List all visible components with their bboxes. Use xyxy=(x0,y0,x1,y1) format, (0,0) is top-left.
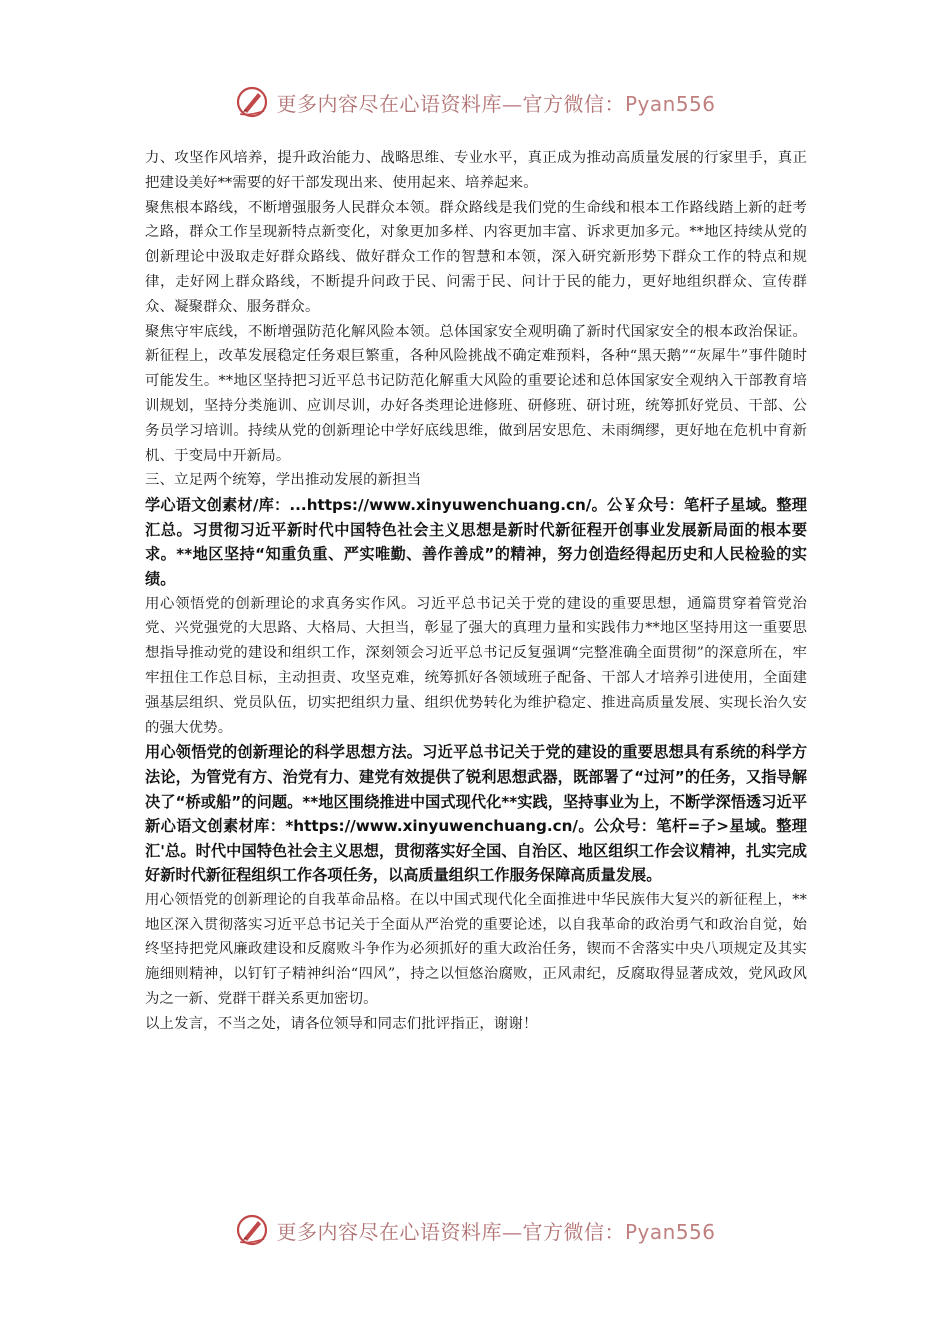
paragraph-self-revolution: 用心领悟党的创新理论的自我革命品格。在以中国式现代化全面推进中华民族伟大复兴的新征程上，**地区深入贯彻落实习近平总书记关于全面从严治党的重要论述，以自我革命的政治勇气和政治自觉，始终坚持把党风廉政建设和反腐败斗争作为必须抓好的重大政治任务，锲而不舍落实中央八项规定及其实施细则精神，以钉钉子精神纠治“四风”，持之以恒悠治腐败，正风肃纪，反腐取得显著成效，党风政风为之一新、党群干群关系更加密切。 xyxy=(145,891,807,1008)
footer-banner-text: 更多内容尽在心语资料库—官方微信：Pyan556 xyxy=(276,1219,716,1244)
paragraph-continuation: 力、攻坚作风培养，提升政治能力、战略思维、专业水平，真正成为推动高质量发展的行家里手，真正把建设美好**需要的好干部发现出来、使用起来、培养起来。 xyxy=(145,150,807,191)
paragraph-risk-bottom-line: 聚焦守牢底线，不断增强防范化解风险本领。总体国家安全观明确了新时代国家安全的根本政治保证。新征程上，改革发展稳定任务艰巨繁重，各种风险挑战不确定难预料，各种“黑天鹅”“灰犀牛”事件随时可能发生。**地区坚持把习近平总书记防范化解重大风险的重要论述和总体国家安全观纳入干部教育培训规划，坚持分类施训、应训尽训，办好各类理论进修班、研修班、研讨班，统筹抓好党员、干部、公务员学习培训。持续从党的创新理论中学好底线思维，做到居安思危、未雨绸缪，更好地在危机中育新机、于变局中开新局。 xyxy=(145,323,807,464)
header-banner xyxy=(0,82,950,122)
paragraph-closing: 以上发言，不当之处，请各位领导和同志们批评指正，谢谢！ xyxy=(145,1015,538,1032)
paragraph-scientific-method: 用心领悟党的创新理论的科学思想方法。习近平总书记关于党的建设的重要思想具有系统的科学方法论，为管党有方、治党有力、建党有效提供了锐利思想武器，既部署了“过河”的任务，又指导解决了“桥或船”的问题。**地区围绕推进中国式现代化**实践，坚持事业为上，不断学深悟透习近平新心语文创素材库：*https://www.xinyuwenchuang.cn/。公众号：笔杆=子>星域。整理汇'总。时代中国特色社会主义思想，贯彻落实好全国、自治区、地区组织工作会议精神，扎实完成好新时代新征程组织工作各项任务，以高质量组织工作服务保障高质量发展。 xyxy=(145,743,807,885)
quill-logo-icon xyxy=(234,84,270,120)
footer-banner-id: Pyan556 xyxy=(624,1219,716,1244)
section-heading-three: 三、立足两个统筹，学出推动发展的新担当 xyxy=(145,472,422,489)
footer-banner xyxy=(0,1210,950,1250)
paragraph-inserted-source-1: 学心语文创素材/库：...https://www.xinyuwenchuang.cn/。公￥众号：笔杆子星域。整理汇总。习贯彻习近平新时代中国特色社会主义思想是新时代新征程开创事业发展新局面的根本要求。**地区坚持“知重负重、严实唯勤、善作善成”的精神，努力创造经得起历史和人民检验的实绩。 xyxy=(145,496,807,588)
quill-logo-icon xyxy=(234,1212,270,1248)
header-banner-id: Pyan556 xyxy=(624,91,716,116)
header-banner-text: 更多内容尽在心语资料库—官方微信：Pyan556 xyxy=(276,91,716,116)
document-body xyxy=(145,146,807,1037)
paragraph-pragmatic-style: 用心领悟党的创新理论的求真务实作风。习近平总书记关于党的建设的重要思想，通篇贯穿着管党治党、兴党强党的大思路、大格局、大担当，彰显了强大的真理力量和实践伟力**地区坚持用这一重要思想指导推动党的建设和组织工作，深刻领会习近平总书记反复强调“完整准确全面贯彻”的深意所在，牢牢扭住工作总目标，主动担责、攻坚克难，统筹抓好各领域班子配备、干部人才培养引进使用，全面建强基层组织、党员队伍，切实把组织力量、组织优势转化为维护稳定、推进高质量发展、实现长治久安的强大优势。 xyxy=(145,595,807,736)
paragraph-mass-line: 聚焦根本路线，不断增强服务人民群众本领。群众路线是我们党的生命线和根本工作路线踏上新的赶考之路，群众工作呈现新特点新变化，对象更加多样、内容更加丰富、诉求更加多元。**地区持续从党的创新理论中汲取走好群众路线、做好群众工作的智慧和本领，深入研究新形势下群众工作的特点和规律，走好网上群众路线，不断提升问政于民、问需于民、问计于民的能力，更好地组织群众、宣传群众、凝聚群众、服务群众。 xyxy=(145,199,807,315)
